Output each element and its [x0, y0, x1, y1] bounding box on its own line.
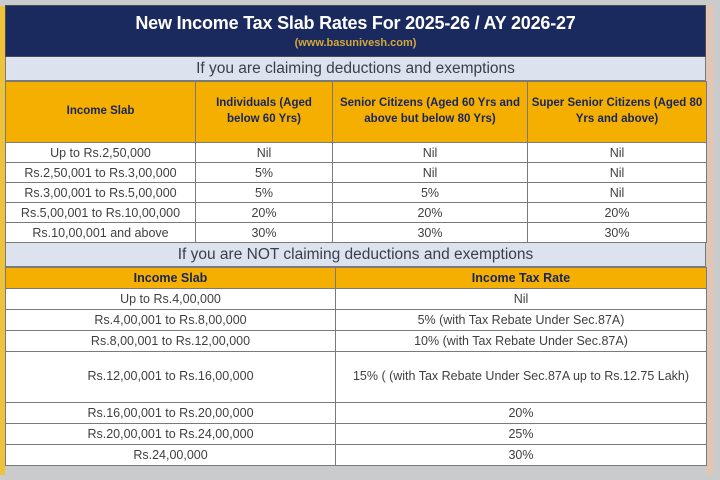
column-header-individuals: Individuals (Aged below 60 Yrs) — [196, 82, 333, 143]
rate-cell: 10% (with Tax Rebate Under Sec.87A) — [336, 331, 707, 352]
rate-cell: 5% — [196, 183, 333, 203]
rate-cell: 5% — [196, 163, 333, 183]
income-slab-cell: Rs.2,50,001 to Rs.3,00,000 — [6, 163, 196, 183]
column-header-senior-citizens: Senior Citizens (Aged 60 Yrs and above but below 80 Yrs) — [333, 82, 528, 143]
table-row — [6, 310, 707, 331]
income-slab-cell: Up to Rs.4,00,000 — [6, 289, 336, 310]
income-slab-cell: Rs.24,00,000 — [6, 445, 336, 466]
no-deductions-table — [5, 267, 707, 466]
table-row — [6, 445, 707, 466]
rate-cell: 5% — [333, 183, 528, 203]
rate-cell: 20% — [528, 203, 707, 223]
column-header-income-tax-rate: Income Tax Rate — [336, 268, 707, 289]
income-slab-cell: Rs.10,00,001 and above — [6, 223, 196, 243]
rate-cell: 20% — [333, 203, 528, 223]
rate-cell: 20% — [196, 203, 333, 223]
income-slab-cell: Rs.3,00,001 to Rs.5,00,000 — [6, 183, 196, 203]
right-border-strip — [706, 5, 714, 475]
rate-cell: Nil — [196, 143, 333, 163]
column-header-income-slab: Income Slab — [6, 268, 336, 289]
income-slab-cell: Up to Rs.2,50,000 — [6, 143, 196, 163]
deductions-table — [5, 81, 707, 243]
table-row — [6, 289, 707, 310]
income-slab-cell: Rs.4,00,001 to Rs.8,00,000 — [6, 310, 336, 331]
title-banner — [5, 5, 706, 57]
rate-cell: Nil — [333, 143, 528, 163]
table-row — [6, 163, 707, 183]
rate-cell: 5% (with Tax Rebate Under Sec.87A) — [336, 310, 707, 331]
website-subtitle: (www.basunivesh.com) — [294, 37, 417, 50]
rate-cell: Nil — [528, 143, 707, 163]
income-slab-cell: Rs.8,00,001 to Rs.12,00,000 — [6, 331, 336, 352]
section-heading-deductions: If you are claiming deductions and exemptions — [5, 57, 706, 81]
rate-cell: 30% — [196, 223, 333, 243]
table-row — [6, 424, 707, 445]
table-header-row — [6, 82, 707, 143]
income-slab-cell: Rs.5,00,001 to Rs.10,00,000 — [6, 203, 196, 223]
rate-cell: Nil — [333, 163, 528, 183]
table-row — [6, 223, 707, 243]
content-sheet — [5, 5, 706, 466]
rate-cell: 15% ( (with Tax Rebate Under Sec.87A up to Rs.12.75 Lakh) — [336, 352, 707, 403]
rate-cell: Nil — [528, 163, 707, 183]
section-heading-no-deductions: If you are NOT claiming deductions and exemptions — [5, 243, 706, 267]
table-row — [6, 331, 707, 352]
table-row — [6, 143, 707, 163]
rate-cell: 25% — [336, 424, 707, 445]
rate-cell: 30% — [336, 445, 707, 466]
income-slab-cell: Rs.16,00,001 to Rs.20,00,000 — [6, 403, 336, 424]
table-row — [6, 403, 707, 424]
table-row — [6, 203, 707, 223]
rate-cell: 30% — [528, 223, 707, 243]
rate-cell: Nil — [336, 289, 707, 310]
rate-cell: Nil — [528, 183, 707, 203]
income-slab-cell: Rs.12,00,001 to Rs.16,00,000 — [6, 352, 336, 403]
table-row — [6, 352, 707, 403]
rate-cell: 30% — [333, 223, 528, 243]
table-header-row — [6, 268, 707, 289]
column-header-income-slab: Income Slab — [6, 82, 196, 143]
table-row — [6, 183, 707, 203]
column-header-super-senior-citizens: Super Senior Citizens (Aged 80 Yrs and above) — [528, 82, 707, 143]
rate-cell: 20% — [336, 403, 707, 424]
income-slab-cell: Rs.20,00,001 to Rs.24,00,000 — [6, 424, 336, 445]
page-title: New Income Tax Slab Rates For 2025-26 / AY 2026-27 — [135, 12, 576, 33]
